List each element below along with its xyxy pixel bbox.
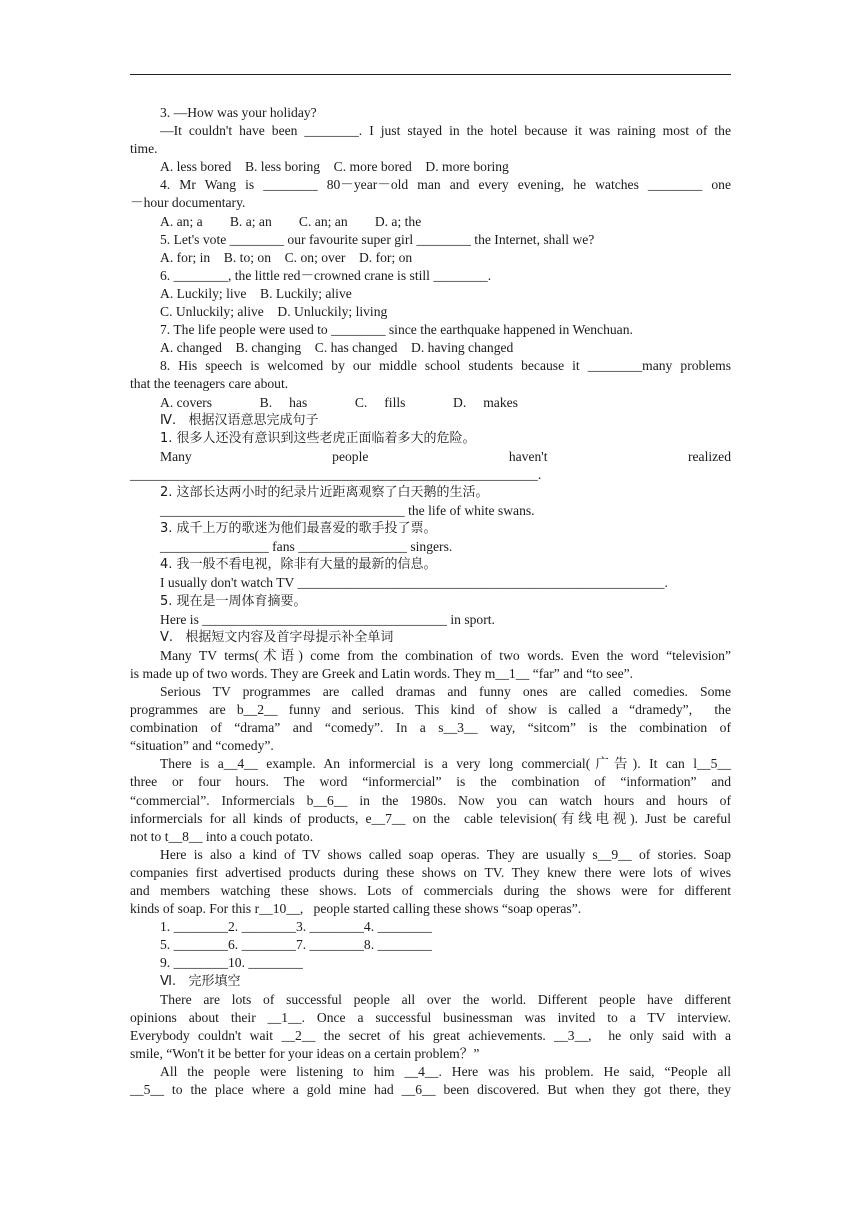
text-line: A. changed B. changing C. has changed D. having changed: [160, 340, 514, 356]
text-line: programmes are b__2__ funny and serious. This kind of show is called a “dramedy”, the: [130, 702, 731, 718]
text-line: Here is ____________________________________ in sport.: [160, 611, 495, 627]
text-line: 6. ________, the little red－crowned crane is still ________.: [160, 267, 492, 283]
text-line: Ⅴ. 根据短文内容及首字母提示补全单词: [160, 629, 394, 645]
text-line: 1. ________2. ________3. ________4. ________: [160, 919, 432, 935]
text-line: A. less bored B. less boring C. more bored D. more boring: [160, 159, 509, 175]
text-line: 1. 很多人还没有意识到这些老虎正面临着多大的危险。: [160, 430, 476, 446]
text-line: 5. ________6. ________7. ________8. ________: [160, 937, 432, 953]
text-line: “commercial”. Informercials b__6__ in the 1980s. Now you can watch hours and hours of: [130, 792, 731, 808]
text-line: ____________________________________________________________.: [130, 466, 542, 482]
text-line: 2. 这部长达两小时的纪录片近距离观察了白天鹅的生活。: [160, 484, 489, 500]
text-line: 3. 成千上万的歌迷为他们最喜爱的歌手投了票。: [160, 521, 437, 537]
text-line: 4. Mr Wang is ________ 80－year－old man and every evening, he watches ________ one: [160, 177, 731, 193]
text-line: 5. Let's vote ________ our favourite super girl ________ the Internet, shall we?: [160, 231, 595, 247]
text-line: three or four hours. The word “informercial” is the combination of “information” and: [130, 774, 731, 790]
text-line: Serious TV programmes are called dramas and funny ones are called comedies. Some: [160, 684, 731, 699]
text-line: Many TV terms(术语) come from the combination of two words. Even the word “television”: [160, 647, 731, 663]
text-line: and members watching these shows. Lots of commercials during the shows were for different: [130, 883, 731, 899]
text-line: Many people haven't realized: [160, 448, 731, 464]
text-line: opinions about their __1__. Once a successful businessman was invited to a TV interview.: [130, 1009, 731, 1025]
text-line: Here is also a kind of TV shows called soap operas. They are usually s__9__ of stories. Soap: [160, 846, 731, 862]
text-line: 8. His speech is welcomed by our middle school students because it ________many problems: [160, 358, 731, 374]
text-line: is made up of two words. They are Greek and Latin words. They m__1__ “far” and “to see”.: [130, 665, 634, 681]
text-line: 9. ________10. ________: [160, 955, 303, 971]
text-line: 5. 现在是一周体育摘要。: [160, 593, 307, 609]
text-line: A. an; a B. a; an C. an; an D. a; the: [160, 213, 422, 229]
text-line: There is a__4__ example. An informercial is a very long commercial(广告). It can l__5__: [160, 756, 731, 772]
document-body: [130, 104, 731, 1099]
text-line: Ⅳ. 根据汉语意思完成句子: [160, 412, 319, 428]
text-line: A. covers B. has C. fills D. makes: [160, 394, 518, 410]
text-line: time.: [130, 141, 158, 157]
text-line: Everybody couldn't wait __2__ the secret of his great achievements. __3__, he only said with a: [130, 1027, 731, 1043]
text-line: 7. The life people were used to ________ since the earthquake happened in Wenchuan.: [160, 322, 633, 338]
text-line: 4. 我一般不看电视，除非有大量的最新的信息。: [160, 557, 437, 573]
text-line: smile, “Won't it be better for your ideas on a certain problem？”: [130, 1045, 480, 1061]
text-line: There are lots of successful people all over the world. Different people have different: [160, 991, 731, 1007]
text-line: All the people were listening to him __4__. Here was his problem. He said, “People all: [160, 1063, 731, 1079]
text-line: ________________ fans ________________ singers.: [160, 539, 453, 555]
text-line: “situation” and “comedy”.: [130, 738, 274, 754]
text-line: A. for; in B. to; on C. on; over D. for; on: [160, 249, 413, 265]
text-line: ____________________________________ the life of white swans.: [160, 503, 535, 519]
header-rule: [130, 74, 731, 75]
text-line: 3. —How was your holiday?: [160, 105, 317, 120]
text-line: C. Unluckily; alive D. Unluckily; living: [160, 304, 388, 320]
text-line: kinds of soap. For this r__10__, people started calling these shows “soap operas”.: [130, 901, 582, 917]
text-line: that the teenagers care about.: [130, 376, 289, 392]
text-line: I usually don't watch TV ______________________________________________________.: [160, 575, 668, 591]
text-line: __5__ to the place where a gold mine had __6__ been discovered. But when they got there, they: [130, 1082, 731, 1098]
text-line: —It couldn't have been ________. I just stayed in the hotel because it was raining most of the: [160, 123, 731, 139]
text-line: not to t__8__ into a couch potato.: [130, 828, 314, 844]
text-line: combination of “drama” and “comedy”. In a s__3__ way, “sitcom” is the combination of: [130, 720, 731, 736]
text-line: informercials for all kinds of products, e__7__ on the cable television(有线电视). Just be careful: [130, 810, 731, 826]
text-line: companies first advertised products during these shows on TV. They knew there were lots of wives: [130, 864, 731, 880]
text-line: A. Luckily; live B. Luckily; alive: [160, 285, 352, 301]
text-line: Ⅵ. 完形填空: [160, 973, 241, 989]
text-line: －hour documentary.: [130, 195, 246, 211]
